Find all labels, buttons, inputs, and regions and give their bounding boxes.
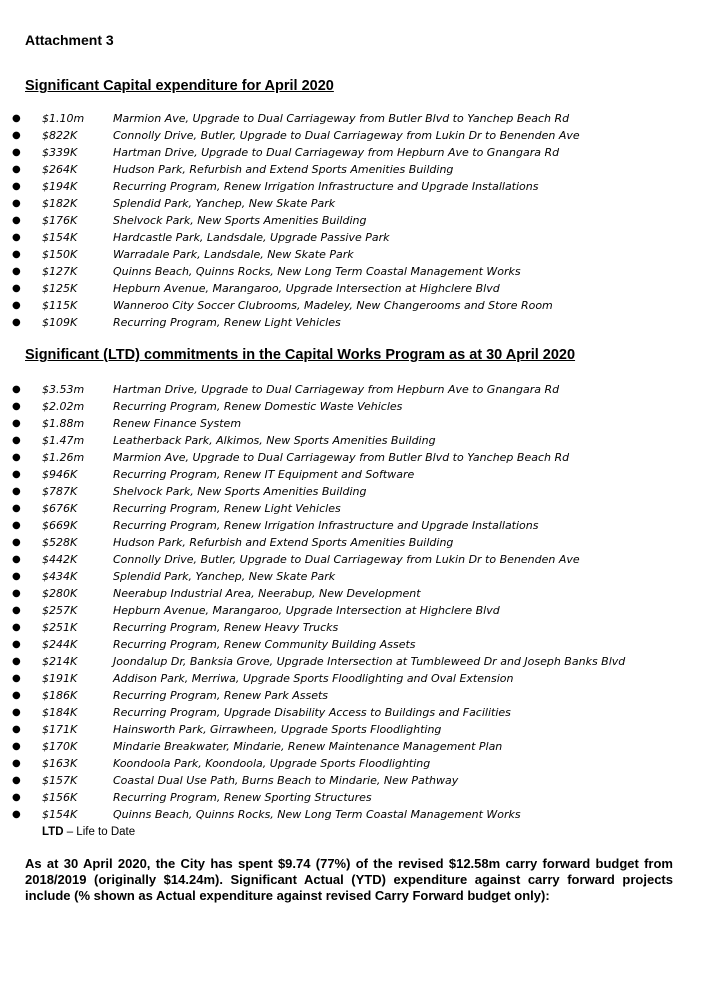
bullet-icon: ● — [12, 249, 21, 260]
bullet-icon: ● — [12, 130, 21, 141]
item-amount: $251K — [42, 621, 78, 634]
item-amount: $528K — [42, 536, 78, 549]
item-description: Shelvock Park, New Sports Amenities Building — [113, 214, 367, 227]
item-amount: $127K — [42, 265, 78, 278]
bullet-icon: ● — [12, 164, 21, 175]
item-amount: $125K — [42, 282, 78, 295]
bullet-icon: ● — [12, 181, 21, 192]
item-amount: $676K — [42, 502, 78, 515]
item-description: Hainsworth Park, Girrawheen, Upgrade Sports Floodlighting — [113, 723, 442, 736]
bullet-icon: ● — [12, 113, 21, 124]
bullet-icon: ● — [12, 384, 21, 395]
bullet-icon: ● — [12, 486, 21, 497]
ltd-commitments-heading: Significant (LTD) commitments in the Capital Works Program as at 30 April 2020 — [25, 347, 576, 363]
item-amount: $214K — [42, 655, 78, 668]
bullet-icon: ● — [12, 452, 21, 463]
item-description: Connolly Drive, Butler, Upgrade to Dual Carriageway from Lukin Dr to Benenden Ave — [113, 553, 580, 566]
item-description: Marmion Ave, Upgrade to Dual Carriageway from Butler Blvd to Yanchep Beach Rd — [113, 112, 570, 125]
bullet-icon: ● — [12, 147, 21, 158]
item-description: Recurring Program, Renew Light Vehicles — [113, 316, 341, 329]
bullet-icon: ● — [12, 639, 21, 650]
item-description: Recurring Program, Renew Irrigation Infrastructure and Upgrade Installations — [113, 180, 539, 193]
item-description: Warradale Park, Landsdale, New Skate Park — [113, 248, 354, 261]
item-description: Shelvock Park, New Sports Amenities Building — [113, 485, 367, 498]
item-description: Marmion Ave, Upgrade to Dual Carriageway from Butler Blvd to Yanchep Beach Rd — [113, 451, 570, 464]
item-amount: $339K — [42, 146, 78, 159]
item-description: Quinns Beach, Quinns Rocks, New Long Term Coastal Management Works — [113, 808, 521, 821]
item-description: Addison Park, Merriwa, Upgrade Sports Floodlighting and Oval Extension — [113, 672, 514, 685]
item-amount: $244K — [42, 638, 78, 651]
item-description: Mindarie Breakwater, Mindarie, Renew Maintenance Management Plan — [113, 740, 503, 753]
item-description: Splendid Park, Yanchep, New Skate Park — [113, 570, 336, 583]
item-amount: $163K — [42, 757, 78, 770]
bullet-icon: ● — [12, 198, 21, 209]
bullet-icon: ● — [12, 792, 21, 803]
bullet-icon: ● — [12, 741, 21, 752]
item-amount: $186K — [42, 689, 78, 702]
item-description: Hartman Drive, Upgrade to Dual Carriageway from Hepburn Ave to Gnangara Rd — [113, 146, 560, 159]
bullet-icon: ● — [12, 215, 21, 226]
item-amount: $1.26m — [42, 451, 85, 464]
item-description: Hudson Park, Refurbish and Extend Sports Amenities Building — [113, 536, 454, 549]
item-amount: $176K — [42, 214, 78, 227]
bullet-icon: ● — [12, 503, 21, 514]
item-description: Koondoola Park, Koondoola, Upgrade Sports Floodlighting — [113, 757, 431, 770]
bullet-icon: ● — [12, 469, 21, 480]
item-description: Joondalup Dr, Banksia Grove, Upgrade Intersection at Tumbleweed Dr and Joseph Banks Blvd — [113, 655, 626, 668]
item-description: Recurring Program, Upgrade Disability Access to Buildings and Facilities — [113, 706, 511, 719]
bullet-icon: ● — [12, 588, 21, 599]
item-amount: $154K — [42, 808, 78, 821]
bullet-icon: ● — [12, 266, 21, 277]
item-amount: $115K — [42, 299, 78, 312]
item-description: Neerabup Industrial Area, Neerabup, New Development — [113, 587, 421, 600]
bullet-icon: ● — [12, 283, 21, 294]
item-amount: $946K — [42, 468, 78, 481]
item-amount: $1.10m — [42, 112, 85, 125]
bullet-icon: ● — [12, 300, 21, 311]
carry-forward-summary: As at 30 April 2020, the City has spent $9.74 (77%) of the revised $12.58m carry forward budget from 2018/2019 (originally $14.24m). Significant Actual (YTD) expenditure against carry forward projects include (% shown as Actual expenditure against revised Carry Forward budget only): — [25, 856, 673, 903]
item-description: Wanneroo City Soccer Clubrooms, Madeley, New Changerooms and Store Room — [113, 299, 553, 312]
item-description: Connolly Drive, Butler, Upgrade to Dual Carriageway from Lukin Dr to Benenden Ave — [113, 129, 580, 142]
item-amount: $150K — [42, 248, 78, 261]
bullet-icon: ● — [12, 571, 21, 582]
item-description: Recurring Program, Renew Park Assets — [113, 689, 329, 702]
item-amount: $156K — [42, 791, 78, 804]
bullet-icon: ● — [12, 554, 21, 565]
ltd-definition: – Life to Date — [63, 826, 136, 838]
item-amount: $822K — [42, 129, 78, 142]
item-description: Recurring Program, Renew Community Building Assets — [113, 638, 416, 651]
item-description: Renew Finance System — [113, 417, 242, 430]
item-description: Recurring Program, Renew Light Vehicles — [113, 502, 341, 515]
item-amount: $109K — [42, 316, 78, 329]
item-amount: $787K — [42, 485, 78, 498]
bullet-icon: ● — [12, 605, 21, 616]
item-description: Hardcastle Park, Landsdale, Upgrade Passive Park — [113, 231, 390, 244]
item-description: Hudson Park, Refurbish and Extend Sports Amenities Building — [113, 163, 454, 176]
bullet-icon: ● — [12, 537, 21, 548]
attachment-label: Attachment 3 — [25, 32, 114, 48]
item-amount: $442K — [42, 553, 78, 566]
item-amount: $1.47m — [42, 434, 85, 447]
item-amount: $194K — [42, 180, 78, 193]
item-description: Splendid Park, Yanchep, New Skate Park — [113, 197, 336, 210]
bullet-icon: ● — [12, 435, 21, 446]
item-amount: $2.02m — [42, 400, 85, 413]
item-amount: $3.53m — [42, 383, 85, 396]
item-amount: $171K — [42, 723, 78, 736]
item-description: Hepburn Avenue, Marangaroo, Upgrade Intersection at Highclere Blvd — [113, 282, 500, 295]
item-amount: $182K — [42, 197, 78, 210]
bullet-icon: ● — [12, 520, 21, 531]
bullet-icon: ● — [12, 690, 21, 701]
item-amount: $1.88m — [42, 417, 85, 430]
bullet-icon: ● — [12, 707, 21, 718]
bullet-icon: ● — [12, 775, 21, 786]
item-description: Recurring Program, Renew Heavy Trucks — [113, 621, 339, 634]
item-description: Coastal Dual Use Path, Burns Beach to Mindarie, New Pathway — [113, 774, 459, 787]
item-description: Recurring Program, Renew Domestic Waste Vehicles — [113, 400, 403, 413]
bullet-icon: ● — [12, 673, 21, 684]
ltd-term: LTD — [42, 826, 64, 838]
capital-expenditure-heading: Significant Capital expenditure for April 2020 — [25, 78, 334, 94]
item-description: Recurring Program, Renew Irrigation Infrastructure and Upgrade Installations — [113, 519, 539, 532]
item-description: Recurring Program, Renew Sporting Structures — [113, 791, 372, 804]
bullet-icon: ● — [12, 809, 21, 820]
bullet-icon: ● — [12, 401, 21, 412]
bullet-icon: ● — [12, 232, 21, 243]
bullet-icon: ● — [12, 656, 21, 667]
item-amount: $170K — [42, 740, 78, 753]
item-description: Leatherback Park, Alkimos, New Sports Amenities Building — [113, 434, 436, 447]
item-amount: $264K — [42, 163, 78, 176]
item-amount: $184K — [42, 706, 78, 719]
item-amount: $434K — [42, 570, 78, 583]
bullet-icon: ● — [12, 724, 21, 735]
item-description: Hartman Drive, Upgrade to Dual Carriageway from Hepburn Ave to Gnangara Rd — [113, 383, 560, 396]
bullet-icon: ● — [12, 317, 21, 328]
item-amount: $154K — [42, 231, 78, 244]
item-amount: $669K — [42, 519, 78, 532]
item-description: Quinns Beach, Quinns Rocks, New Long Term Coastal Management Works — [113, 265, 521, 278]
bullet-icon: ● — [12, 418, 21, 429]
item-description: Recurring Program, Renew IT Equipment and Software — [113, 468, 415, 481]
bullet-icon: ● — [12, 758, 21, 769]
item-amount: $257K — [42, 604, 78, 617]
item-amount: $157K — [42, 774, 78, 787]
ltd-footnote — [42, 824, 135, 841]
item-amount: $280K — [42, 587, 78, 600]
item-description: Hepburn Avenue, Marangaroo, Upgrade Intersection at Highclere Blvd — [113, 604, 500, 617]
item-amount: $191K — [42, 672, 78, 685]
bullet-icon: ● — [12, 622, 21, 633]
